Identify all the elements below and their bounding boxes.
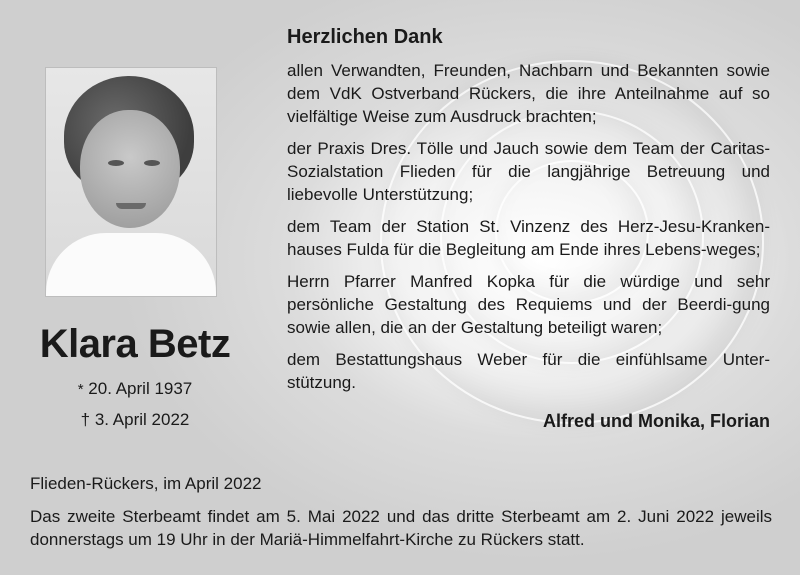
thanks-paragraph: der Praxis Dres. Tölle und Jauch sowie dem Team der Caritas-Sozialstation Flieden für die langjährige Betreuung und liebevolle Unterstützung; — [287, 139, 770, 204]
birth-date-line — [45, 374, 225, 405]
deceased-name: Klara Betz — [39, 322, 231, 366]
death-date: 3. April 2022 — [94, 410, 190, 429]
birth-date: 20. April 1937 — [88, 379, 193, 398]
death-cross-symbol: † — [80, 410, 91, 429]
thanks-heading: Herzlichen Dank — [287, 26, 443, 48]
mass-notice: Das zweite Sterbeamt findet am 5. Mai 2022 und das dritte Sterbeamt am 2. Juni 2022 jeweils donnerstags um 19 Uhr in der Mariä-Himmelfahrt-Kirche zu Rückers statt. — [30, 507, 772, 549]
signature: Alfred und Monika, Florian — [542, 411, 770, 431]
notice-section — [30, 472, 772, 551]
death-date-line — [45, 405, 225, 435]
thanks-section — [287, 26, 770, 433]
thanks-paragraph: dem Bestattungshaus Weber für die einfühlsame Unter-stützung. — [287, 350, 770, 392]
thanks-paragraph: Herrn Pfarrer Manfred Kopka für die würdige und sehr persönliche Gestaltung des Requiems und der Beerdi-gung sowie allen, die an der Gestaltung beteiligt waren; — [287, 272, 770, 337]
birth-symbol: * — [77, 381, 84, 398]
portrait-photo — [45, 67, 217, 297]
thanks-paragraph: dem Team der Station St. Vinzenz des Herz-Jesu-Kranken-hauses Fulda für die Begleitung am Ende ihres Lebens-weges; — [287, 217, 770, 259]
place-date: Flieden-Rückers, im April 2022 — [30, 474, 262, 493]
thanks-paragraph: allen Verwandten, Freunden, Nachbarn und Bekannten sowie dem VdK Ostverband Rückers, die ihre Anteilnahme auf so vielfältige Weise zum Ausdruck brachten; — [287, 61, 770, 126]
life-dates — [45, 374, 225, 435]
